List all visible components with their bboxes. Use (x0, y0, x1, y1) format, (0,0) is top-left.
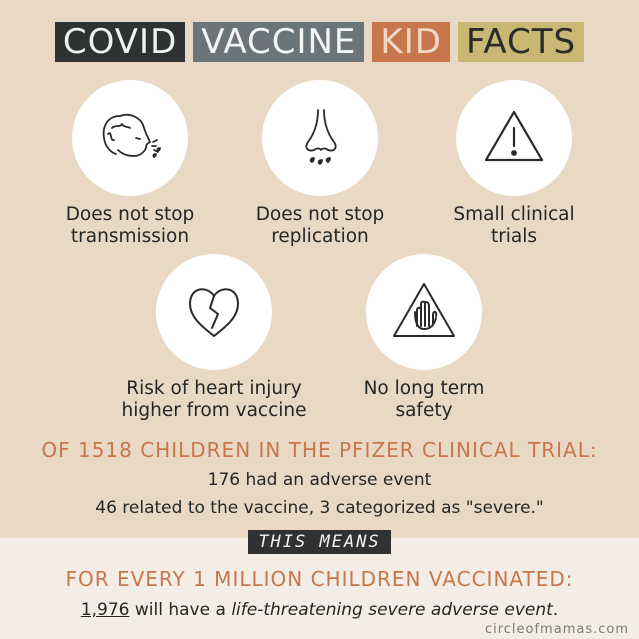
trial-line-related: 46 related to the vaccine, 3 categorized as "severe." (95, 498, 544, 518)
fact-label-line: replication (271, 226, 369, 247)
credit-text: circleofmamas.com (484, 622, 629, 637)
fact-label-line: trials (490, 226, 538, 247)
nose-drip-icon (280, 98, 360, 178)
child-cough-icon (90, 98, 170, 178)
broken-heart-icon (174, 272, 254, 352)
fact-label-line: Does not stop (65, 204, 195, 225)
fact-label-trials (414, 204, 614, 248)
fact-label-line: safety (395, 400, 453, 421)
fact-circle-safety (366, 254, 482, 370)
this-means-badge (0, 530, 639, 554)
fact-label-transmission (30, 204, 230, 248)
title-word-covid: COVID (55, 22, 185, 62)
fact-label-line: transmission (70, 226, 190, 247)
million-heading: FOR EVERY 1 MILLION CHILDREN VACCINATED: (65, 567, 574, 591)
trial-line-adverse: 176 had an adverse event (207, 470, 432, 490)
fact-label-line: No long term (363, 378, 485, 399)
fact-label-line: Small clinical (453, 204, 575, 225)
fact-label-line: Does not stop (255, 204, 385, 225)
fact-label-line: Risk of heart injury (126, 378, 302, 399)
fact-circle-heart (156, 254, 272, 370)
fact-label-safety (324, 378, 524, 422)
result-middle: will have a (129, 600, 232, 620)
title-banner (0, 22, 639, 62)
result-number: 1,976 (80, 600, 130, 620)
fact-label-replication (220, 204, 420, 248)
result-statement (0, 600, 639, 620)
warning-icon (474, 98, 554, 178)
hand-warning-icon (384, 272, 464, 352)
title-word-facts: FACTS (458, 22, 584, 62)
trial-heading: OF 1518 CHILDREN IN THE PFIZER CLINICAL TRIAL: (41, 438, 598, 462)
fact-circle-transmission (72, 80, 188, 196)
result-end: . (552, 600, 559, 620)
fact-label-line: higher from vaccine (121, 400, 307, 421)
fact-circle-trials (456, 80, 572, 196)
result-emphasis: life-threatening severe adverse event (231, 600, 553, 620)
title-word-kid: KID (372, 22, 450, 62)
title-word-vaccine: VACCINE (193, 22, 364, 62)
fact-label-heart (114, 378, 314, 422)
this-means-label: THIS MEANS (248, 530, 390, 554)
fact-circle-replication (262, 80, 378, 196)
